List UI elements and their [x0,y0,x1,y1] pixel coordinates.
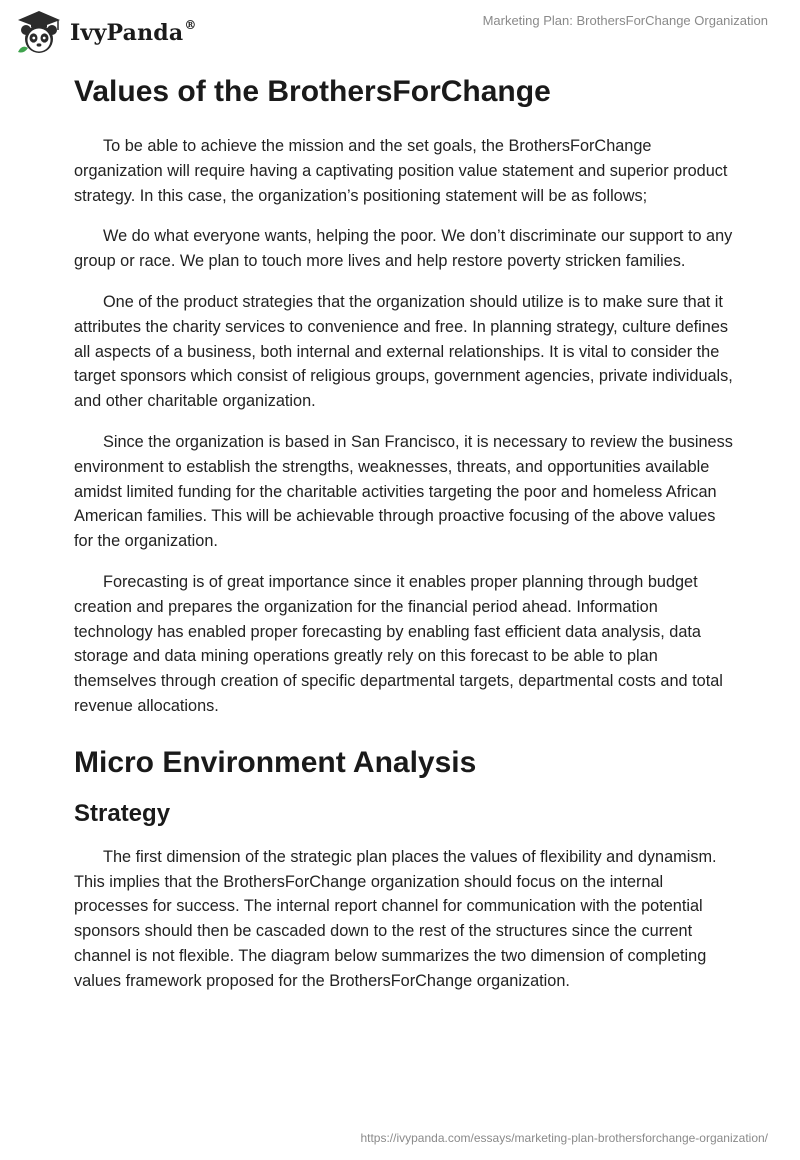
document-title: Marketing Plan: BrothersForChange Organization [482,13,768,28]
ivypanda-logo[interactable] [14,8,64,58]
paragraph: To be able to achieve the mission and the set goals, the BrothersForChange organization will require having a captivating position value statement and superior product strategy. In this case, the organization’s positioning statement will be as follows; [74,137,728,205]
essay-content [74,72,734,1010]
subsection-heading-strategy: Strategy [74,799,171,827]
section-heading-micro-environment: Micro Environment Analysis [74,745,477,779]
paragraph: We do what everyone wants, helping the poor. We don’t discriminate our support to any group or race. We plan to touch more lives and help restore poverty stricken families. [74,227,733,271]
paragraph: Since the organization is based in San Francisco, it is necessary to review the business environment to establish the strengths, weaknesses, threats, and opportunities available amidst limited funding for the charitable activities targeting the poor and homeless African American families. This will be achievable through proactive focusing of the above values for the organization. [74,432,733,551]
source-url[interactable]: https://ivypanda.com/essays/marketing-plan-brothersforchange-organization/ [360,1131,768,1145]
brand-name [70,20,197,46]
paragraph: Forecasting is of great importance since it enables proper planning through budget creation and prepares the organization for the financial period ahead. Information technology has enabled proper forecasting by enabling fast efficient data analysis, data storage and data mining operations greatly rely on this forecast to be able to plan themselves through creation of specific departmental targets, departmental costs and total revenue allocations. [74,572,723,715]
section-heading-values: Values of the BrothersForChange [74,75,551,108]
registered-mark: ® [184,18,197,32]
page-header [0,0,800,66]
paragraph: The first dimension of the strategic plan places the values of flexibility and dynamism. This implies that the BrothersForChange organization should focus on the internal processes for success. The internal report channel for communication with the potential sponsors should then be cascaded down to the rest of the structures since the current channel is not flexible. The diagram below summarizes the two dimension of completing values framework proposed for the BrothersForChange organization. [74,847,717,990]
brand-text: IvyPanda [70,20,184,46]
panda-graduate-icon [14,8,64,58]
paragraph: One of the product strategies that the organization should utilize is to make sure that it attributes the charity services to convenience and free. In planning strategy, culture defines all aspects of a business, both internal and external relationships. It is vital to consider the target sponsors which consist of religious groups, government agencies, private individuals, and other charitable organization. [74,292,733,411]
